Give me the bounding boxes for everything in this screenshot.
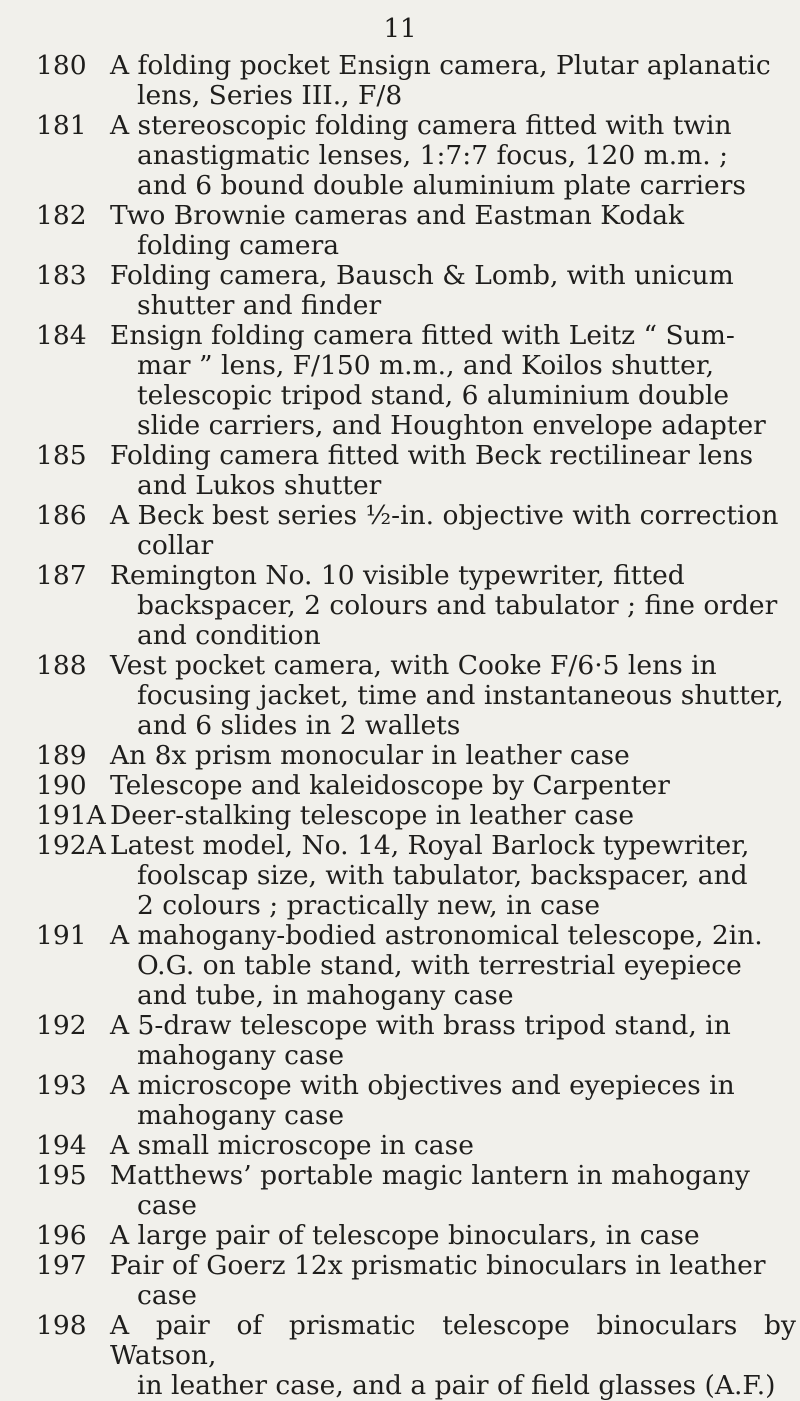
lot-entry bbox=[36, 441, 796, 501]
lot-number: 184 bbox=[36, 320, 87, 351]
lot-number: 180 bbox=[36, 50, 87, 81]
lot-description bbox=[110, 561, 796, 651]
lot-description-line: telescopic tripod stand, 6 aluminium double bbox=[137, 380, 730, 411]
lot-description bbox=[110, 771, 796, 801]
lot-entry bbox=[36, 1251, 796, 1311]
lot-description-line: Folding camera, Bausch & Lomb, with unicum bbox=[110, 260, 734, 291]
lot-description-line: mahogany case bbox=[137, 1100, 345, 1131]
lot-entry bbox=[36, 1311, 796, 1401]
lot-number: 191 bbox=[36, 920, 87, 951]
lot-description-line: case bbox=[137, 1190, 197, 1221]
lot-description-line: Vest pocket camera, with Cooke F/6·5 lens in bbox=[110, 650, 717, 681]
lot-description bbox=[110, 111, 796, 201]
lot-number: 183 bbox=[36, 260, 87, 291]
lot-description bbox=[110, 1161, 796, 1221]
lot-number: 189 bbox=[36, 740, 87, 771]
lot-number: 194 bbox=[36, 1130, 87, 1161]
lot-number: 192A bbox=[36, 830, 106, 861]
lot-description bbox=[110, 321, 796, 441]
lot-number: 196 bbox=[36, 1220, 87, 1251]
lot-number: 182 bbox=[36, 200, 87, 231]
lot-description-line: anastigmatic lenses, 1:7:7 focus, 120 m.m. ; bbox=[137, 140, 729, 171]
lot-description bbox=[110, 1221, 796, 1251]
lot-description bbox=[110, 501, 796, 561]
lot-entry bbox=[36, 111, 796, 201]
lot-description-line: Remington No. 10 visible typewriter, fitted bbox=[110, 560, 685, 591]
lot-description bbox=[110, 261, 796, 321]
lot-description-line: Deer-stalking telescope in leather case bbox=[110, 800, 635, 831]
lot-description-line: shutter and finder bbox=[137, 290, 382, 321]
lot-description-line: A 5-draw telescope with brass tripod stand, in bbox=[110, 1010, 731, 1041]
lot-description-line: An 8x prism monocular in leather case bbox=[110, 740, 630, 771]
lot-description bbox=[110, 831, 796, 921]
lot-number: 193 bbox=[36, 1070, 87, 1101]
lot-number: 190 bbox=[36, 770, 87, 801]
lot-description bbox=[110, 201, 796, 261]
lot-number: 195 bbox=[36, 1160, 87, 1191]
lot-description-line: Latest model, No. 14, Royal Barlock typewriter, bbox=[110, 830, 750, 861]
lot-description-line: case bbox=[137, 1280, 197, 1311]
lot-description-line: A large pair of telescope binoculars, in case bbox=[110, 1220, 700, 1251]
lot-list bbox=[36, 51, 796, 1401]
lot-description-line: Two Brownie cameras and Eastman Kodak bbox=[110, 200, 685, 231]
lot-number: 187 bbox=[36, 560, 87, 591]
lot-description-line: A folding pocket Ensign camera, Plutar aplanatic bbox=[110, 50, 771, 81]
lot-description bbox=[110, 1311, 796, 1401]
lot-description-line: Ensign folding camera fitted with Leitz “ Sum- bbox=[110, 320, 735, 351]
lot-description-line: and condition bbox=[137, 620, 321, 651]
lot-number: 188 bbox=[36, 650, 87, 681]
lot-description-line: foolscap size, with tabulator, backspacer, and bbox=[137, 860, 748, 891]
lot-description bbox=[110, 1251, 796, 1311]
lot-entry bbox=[36, 801, 796, 831]
lot-description bbox=[110, 441, 796, 501]
lot-description-line: lens, Series III., F/8 bbox=[137, 80, 403, 111]
lot-description-line: A small microscope in case bbox=[110, 1130, 474, 1161]
lot-description-line: A pair of prismatic telescope binoculars by Watson, bbox=[110, 1310, 796, 1371]
lot-description bbox=[110, 651, 796, 741]
lot-description bbox=[110, 51, 796, 111]
lot-description-line: slide carriers, and Houghton envelope adapter bbox=[137, 410, 766, 441]
lot-description bbox=[110, 1071, 796, 1131]
lot-description-line: 2 colours ; practically new, in case bbox=[137, 890, 601, 921]
lot-entry bbox=[36, 771, 796, 801]
lot-description-line: A stereoscopic folding camera fitted with twin bbox=[110, 110, 732, 141]
lot-number: 198 bbox=[36, 1310, 87, 1341]
lot-description-line: focusing jacket, time and instantaneous shutter, bbox=[137, 680, 784, 711]
lot-description bbox=[110, 801, 796, 831]
lot-description bbox=[110, 741, 796, 771]
lot-entry bbox=[36, 921, 796, 1011]
lot-entry bbox=[36, 651, 796, 741]
lot-description-line: O.G. on table stand, with terrestrial eyepiece bbox=[137, 950, 742, 981]
lot-description-line: backspacer, 2 colours and tabulator ; fine order bbox=[137, 590, 778, 621]
lot-description-line: in leather case, and a pair of field glasses (A.F.) bbox=[137, 1370, 776, 1401]
lot-description-line: and 6 bound double aluminium plate carriers bbox=[137, 170, 747, 201]
lot-entry bbox=[36, 501, 796, 561]
lot-number: 181 bbox=[36, 110, 87, 141]
lot-entry bbox=[36, 201, 796, 261]
lot-description bbox=[110, 921, 796, 1011]
lot-entry bbox=[36, 51, 796, 111]
lot-entry bbox=[36, 741, 796, 771]
lot-description-line: collar bbox=[137, 530, 214, 561]
lot-entry bbox=[36, 831, 796, 921]
lot-description-line: A Beck best series ½-in. objective with correction bbox=[110, 500, 779, 531]
lot-description-line: A microscope with objectives and eyepieces in bbox=[110, 1070, 735, 1101]
lot-description-line: Pair of Goerz 12x prismatic binoculars in leather bbox=[110, 1250, 766, 1281]
lot-number: 192 bbox=[36, 1010, 87, 1041]
lot-entry bbox=[36, 1131, 796, 1161]
lot-entry bbox=[36, 1221, 796, 1251]
lot-description-line: mahogany case bbox=[137, 1040, 345, 1071]
lot-description-line: Folding camera fitted with Beck rectilinear lens bbox=[110, 440, 754, 471]
lot-entry bbox=[36, 261, 796, 321]
lot-entry bbox=[36, 1011, 796, 1071]
lot-number: 197 bbox=[36, 1250, 87, 1281]
lot-description-line: and Lukos shutter bbox=[137, 470, 382, 501]
lot-description bbox=[110, 1131, 796, 1161]
lot-description-line: Matthews’ portable magic lantern in mahogany bbox=[110, 1160, 750, 1191]
lot-entry bbox=[36, 561, 796, 651]
lot-number: 185 bbox=[36, 440, 87, 471]
lot-entry bbox=[36, 1161, 796, 1221]
lot-number: 186 bbox=[36, 500, 87, 531]
lot-description-line: Telescope and kaleidoscope by Carpenter bbox=[110, 770, 670, 801]
page-number: 11 bbox=[383, 14, 417, 44]
lot-description-line: A mahogany-bodied astronomical telescope, 2in. bbox=[110, 920, 763, 951]
lot-description-line: folding camera bbox=[137, 230, 340, 261]
lot-description-line: and 6 slides in 2 wallets bbox=[137, 710, 461, 741]
lot-description-line: and tube, in mahogany case bbox=[137, 980, 514, 1011]
lot-number: 191A bbox=[36, 800, 106, 831]
lot-entry bbox=[36, 321, 796, 441]
lot-description-line: mar ” lens, F/150 m.m., and Koilos shutter, bbox=[137, 350, 715, 381]
lot-entry bbox=[36, 1071, 796, 1131]
lot-description bbox=[110, 1011, 796, 1071]
